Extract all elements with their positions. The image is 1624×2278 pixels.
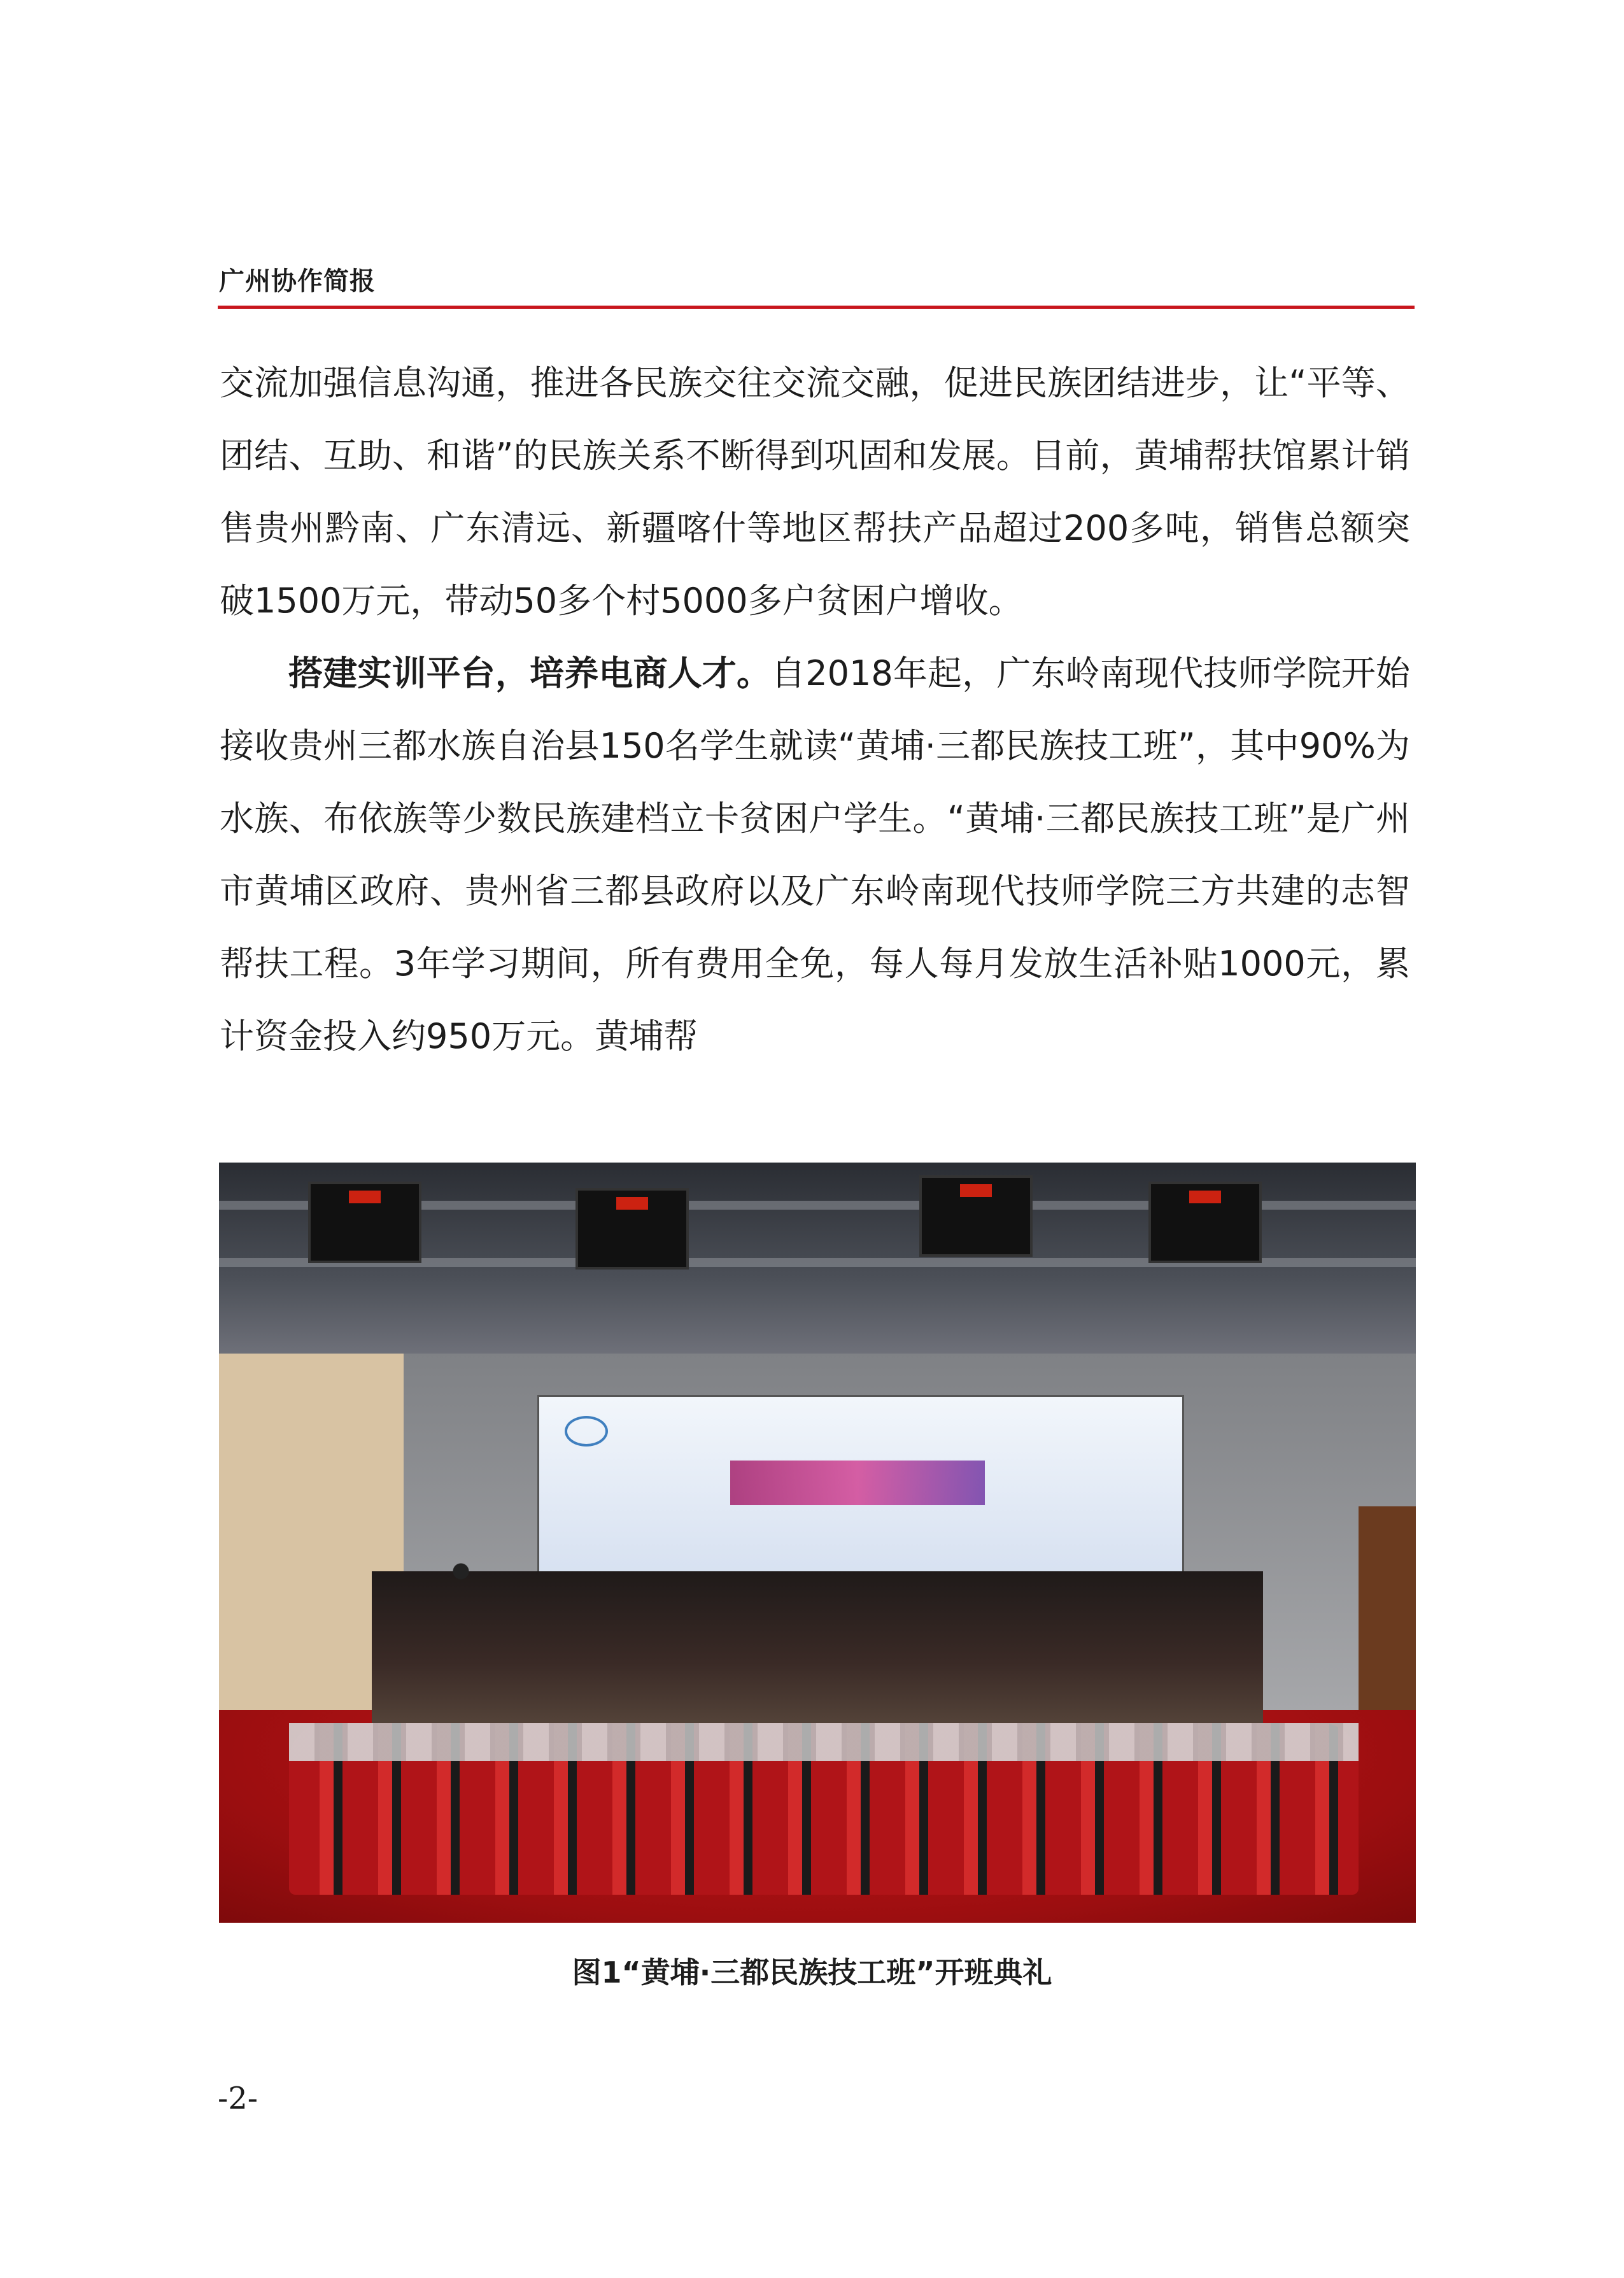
paragraph-2-lead: 搭建实训平台，培养电商人才。 — [288, 653, 772, 693]
page-number: -2- — [218, 2081, 258, 2116]
paragraph-2 — [220, 637, 1410, 1073]
front-row-students — [289, 1723, 1359, 1895]
screen-banner — [730, 1461, 985, 1505]
stage-light — [308, 1182, 421, 1263]
photo-ceiling — [219, 1163, 1416, 1354]
body-text — [220, 347, 1410, 1073]
header-rule — [218, 306, 1415, 309]
wood-panel — [1359, 1506, 1416, 1710]
stage-light — [1148, 1182, 1262, 1263]
paragraph-2-text: 自2018年起，广东岭南现代技师学院开始接收贵州三都水族自治县150名学生就读“黄埔·三都民族技工班”，其中90%为水族、布依族等少数民族建档立卡贫困户学生。“黄埔·三都民族技工班”是广州市黄埔区政府、贵州省三都县政府以及广东岭南现代技师学院三方共建的志智帮扶工程。3年学习期间，所有费用全免，每人每月发放生活补贴1000元，累计资金投入约950万元。黄埔帮 — [220, 653, 1410, 1056]
figure-caption: 图1“黄埔·三都民族技工班”开班典礼 — [572, 1955, 1052, 1990]
paragraph-1: 交流加强信息沟通，推进各民族交往交流交融，促进民族团结进步，让“平等、团结、互助、和谐”的民族关系不断得到巩固和发展。目前，黄埔帮扶馆累计销售贵州黔南、广东清远、新疆喀什等地区帮扶产品超过200多吨，销售总额突破1500万元，带动50多个村5000多户贫困户增收。 — [220, 363, 1410, 621]
school-logo — [565, 1416, 608, 1447]
group-photo — [219, 1163, 1416, 1923]
stage-light — [575, 1188, 689, 1270]
header-title: 广州协作简报 — [219, 266, 376, 296]
stage-light — [919, 1175, 1033, 1257]
